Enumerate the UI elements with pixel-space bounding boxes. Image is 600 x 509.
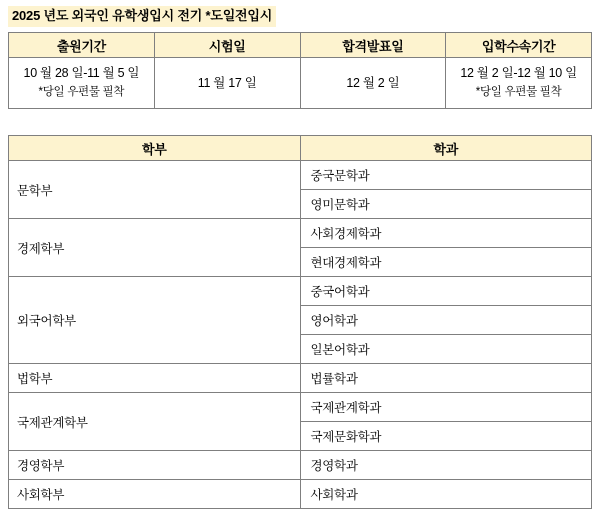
faculty-cell: 경영학부 xyxy=(9,451,301,480)
schedule-header-enroll-period: 입학수속기간 xyxy=(446,33,592,58)
table-row xyxy=(9,480,592,509)
schedule-row xyxy=(9,58,592,109)
schedule-header-result-date: 합격발표일 xyxy=(300,33,446,58)
departments-header-faculty: 학부 xyxy=(9,136,301,161)
department-cell: 영어학과 xyxy=(300,306,592,335)
departments-table xyxy=(8,135,592,509)
schedule-cell-apply-period xyxy=(9,58,155,109)
schedule-table xyxy=(8,32,592,109)
faculty-cell: 문학부 xyxy=(9,161,301,219)
table-row xyxy=(9,364,592,393)
faculty-cell: 사회학부 xyxy=(9,480,301,509)
table-row xyxy=(9,161,592,190)
table-row xyxy=(9,277,592,306)
faculty-cell: 경제학부 xyxy=(9,219,301,277)
departments-header-department: 학과 xyxy=(300,136,592,161)
faculty-cell: 법학부 xyxy=(9,364,301,393)
enroll-period-value: 12 월 2 일-12 월 10 일 xyxy=(460,66,577,80)
department-cell: 국제문화학과 xyxy=(300,422,592,451)
department-cell: 중국문학과 xyxy=(300,161,592,190)
faculty-cell: 국제관계학부 xyxy=(9,393,301,451)
departments-header-row xyxy=(9,136,592,161)
schedule-header-row xyxy=(9,33,592,58)
schedule-cell-enroll-period xyxy=(446,58,592,109)
enroll-period-note: *당일 우편물 필착 xyxy=(475,86,562,98)
apply-period-note: *당일 우편물 필착 xyxy=(38,86,125,98)
department-cell: 법률학과 xyxy=(300,364,592,393)
department-cell: 현대경제학과 xyxy=(300,248,592,277)
apply-period-value: 10 월 28 일-11 월 5 일 xyxy=(23,66,140,80)
page-title: 2025 년도 외국인 유학생입시 전기 *도일전입시 xyxy=(8,6,276,27)
schedule-cell-result-date: 12 월 2 일 xyxy=(300,58,446,109)
faculty-cell: 외국어학부 xyxy=(9,277,301,364)
table-row xyxy=(9,451,592,480)
department-cell: 국제관계학과 xyxy=(300,393,592,422)
schedule-cell-exam-date: 11 월 17 일 xyxy=(154,58,300,109)
schedule-header-apply-period: 출원기간 xyxy=(9,33,155,58)
department-cell: 사회학과 xyxy=(300,480,592,509)
department-cell: 중국어학과 xyxy=(300,277,592,306)
table-row xyxy=(9,219,592,248)
schedule-header-exam-date: 시험일 xyxy=(154,33,300,58)
department-cell: 영미문학과 xyxy=(300,190,592,219)
department-cell: 사회경제학과 xyxy=(300,219,592,248)
department-cell: 일본어학과 xyxy=(300,335,592,364)
table-row xyxy=(9,393,592,422)
department-cell: 경영학과 xyxy=(300,451,592,480)
